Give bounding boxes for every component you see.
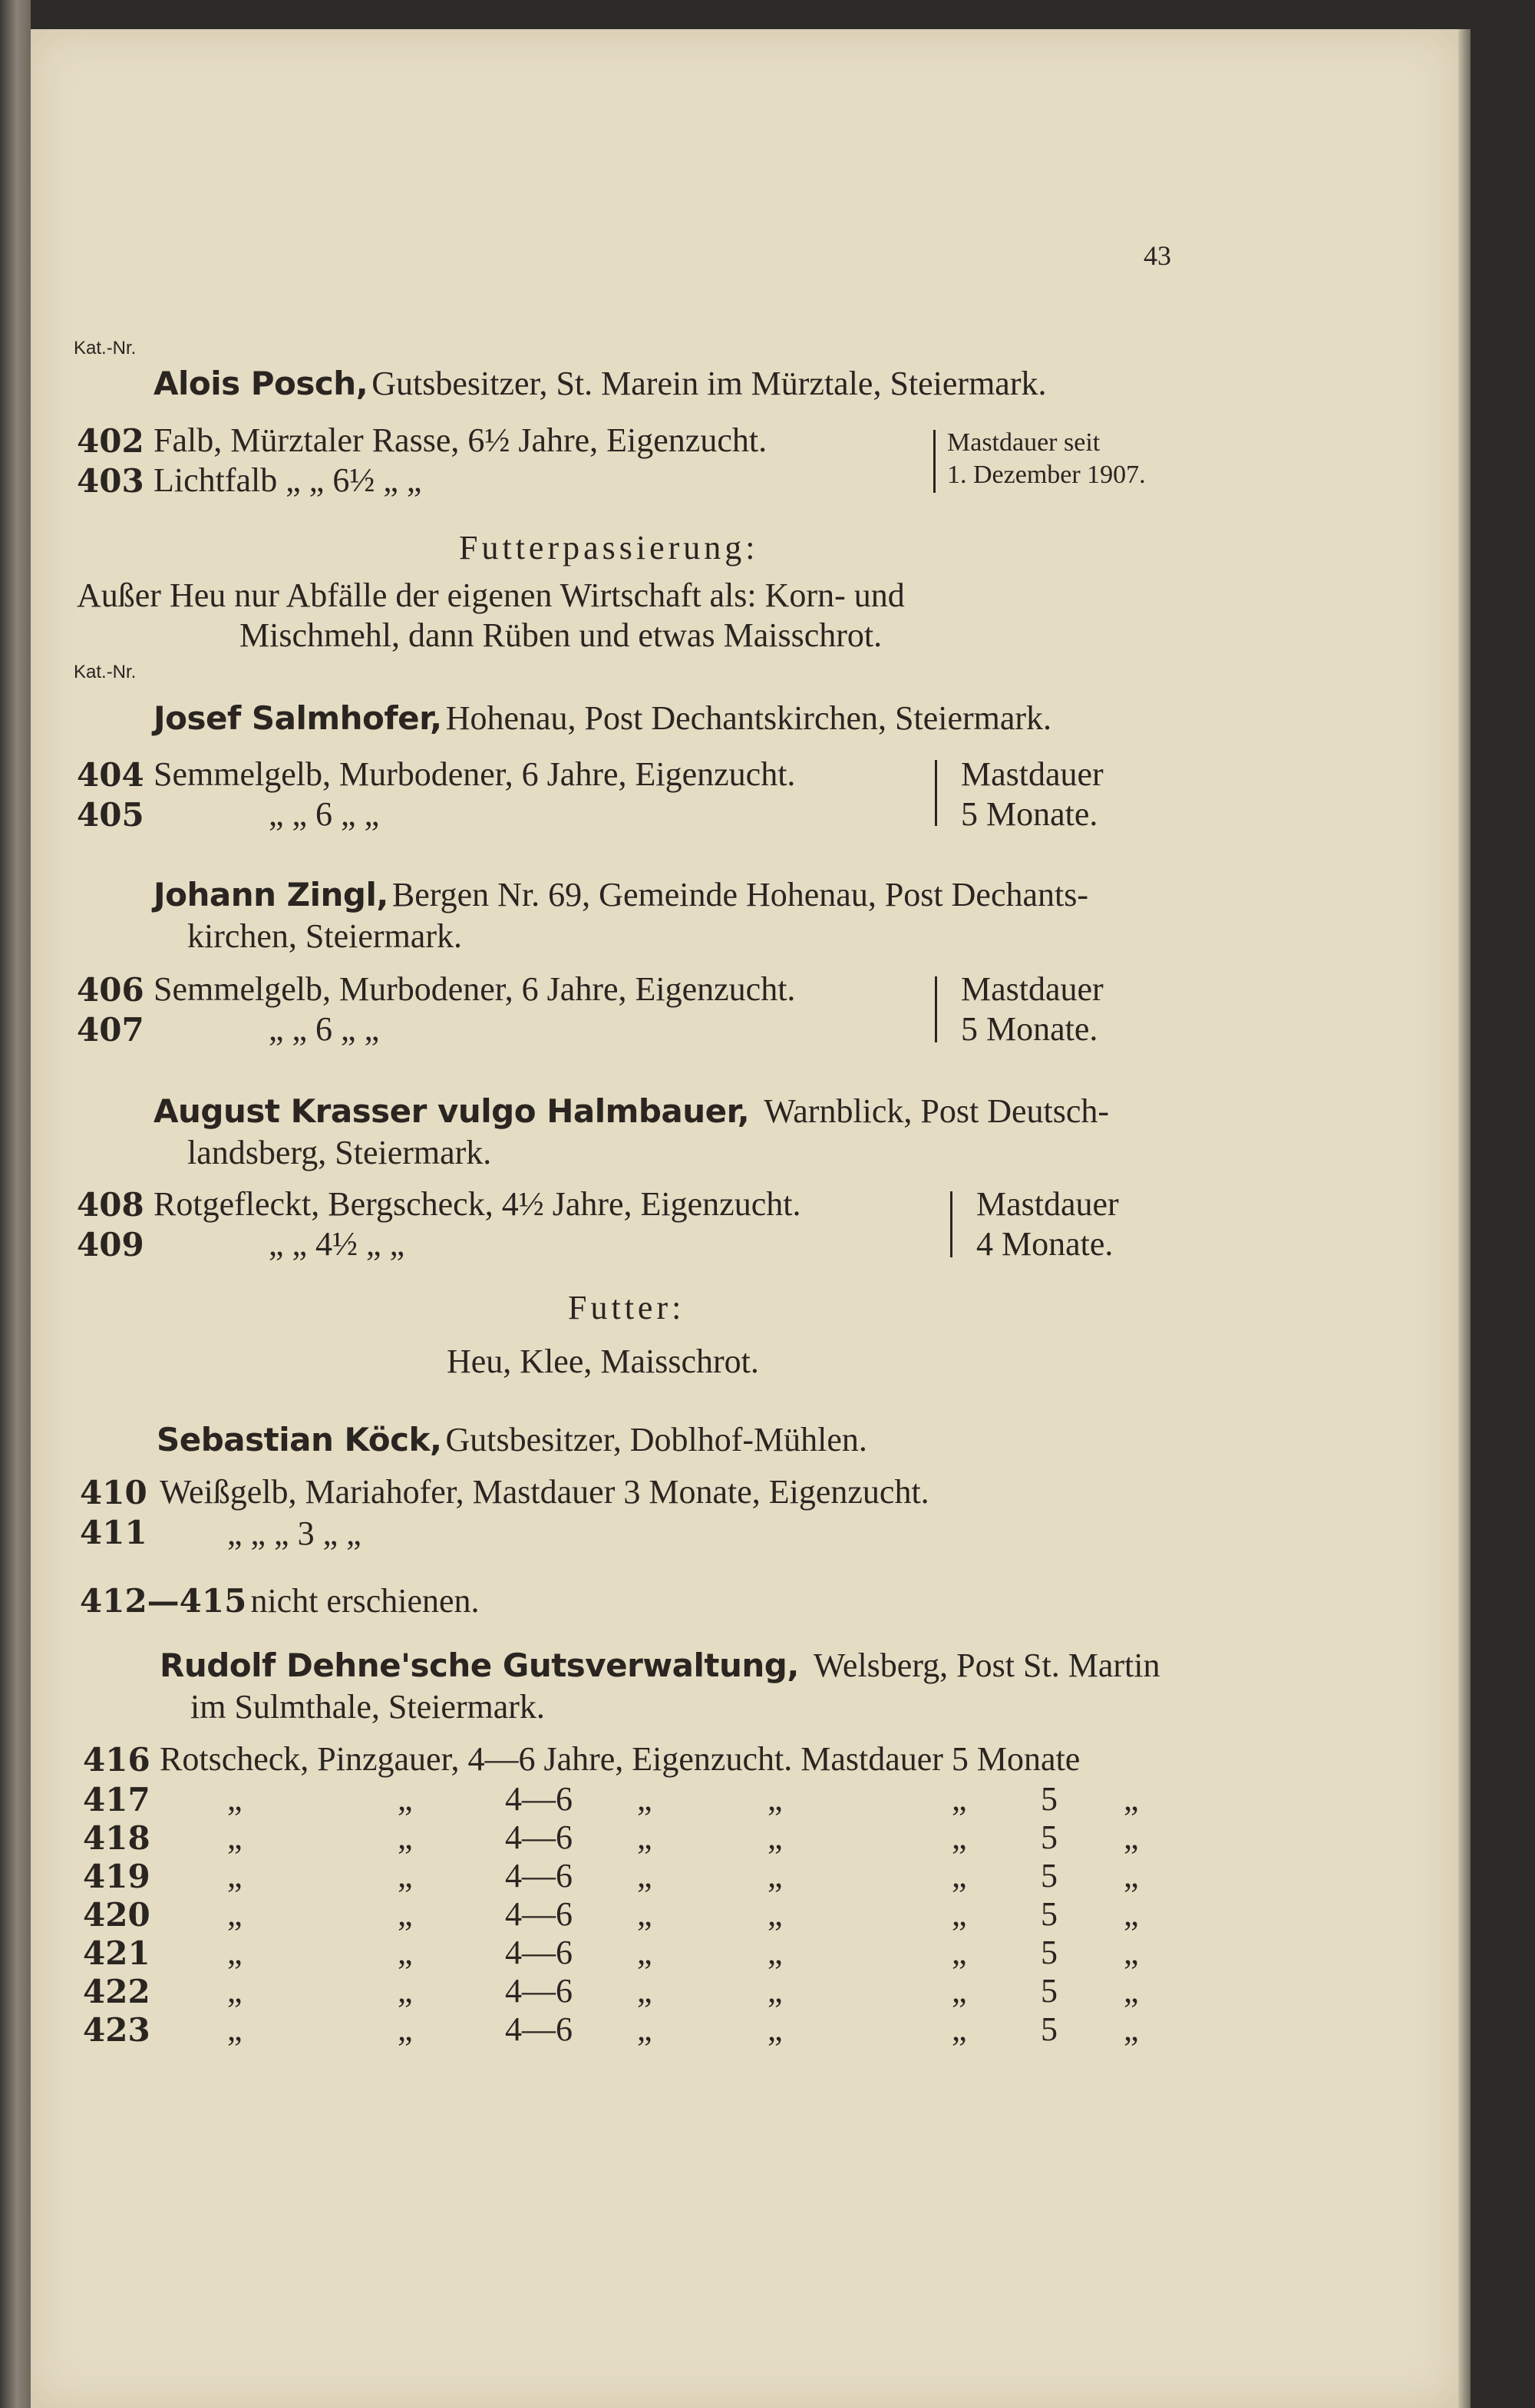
- entry-text: nicht erschienen.: [250, 1582, 480, 1620]
- ditto-mark: „: [952, 1780, 967, 1818]
- owner-line-zingl: [154, 875, 1088, 914]
- katnr-label: Kat.-Nr.: [74, 662, 137, 682]
- feed-text: Mischmehl, dann Rüben und etwas Maisschrot.: [239, 616, 883, 654]
- section-heading: Futterpassierung:: [459, 529, 759, 566]
- ditto-mark: „: [637, 1934, 652, 1971]
- ditto-mark: „: [952, 1818, 967, 1856]
- entry-number: 404: [77, 756, 144, 794]
- entry-number: 423: [83, 2011, 150, 2049]
- entry-number: 407: [77, 1011, 144, 1049]
- owner-name: August Krasser vulgo Halmbauer,: [154, 1092, 750, 1130]
- entry-number: 408: [77, 1186, 144, 1224]
- ditto-mark: „: [1124, 1934, 1139, 1971]
- fattening-note: Mastdauer: [976, 1185, 1119, 1223]
- entry-text: Semmelgelb, Murbodener, 6 Jahre, Eigenzucht.: [154, 755, 796, 793]
- entry-number: 421: [83, 1934, 150, 1972]
- entry-number: 417: [83, 1781, 150, 1818]
- age-cell: 4—6: [505, 2010, 573, 2048]
- entry-text: Weißgelb, Mariahofer, Mastdauer 3 Monate, Eigenzucht.: [160, 1473, 929, 1511]
- owner-name: Sebastian Köck,: [157, 1421, 442, 1458]
- ditto-mark: „: [227, 2010, 243, 2048]
- ditto-mark: „: [637, 1895, 652, 1933]
- absent-line: [80, 1581, 480, 1620]
- owner-line-posch: [154, 364, 1047, 403]
- ditto-mark: „: [227, 1780, 243, 1818]
- ditto-mark: „: [398, 1934, 413, 1971]
- fattening-note: 5 Monate.: [961, 1010, 1098, 1048]
- ditto-mark: „: [768, 1857, 783, 1894]
- entry-text: „ „ 6 „ „: [269, 795, 380, 833]
- entry-number: 412—415: [80, 1582, 247, 1620]
- ditto-mark: „: [952, 2010, 967, 2048]
- owner-name: Josef Salmhofer,: [154, 699, 442, 737]
- ditto-mark: „: [1124, 1857, 1139, 1894]
- ditto-mark: „: [952, 1972, 967, 2010]
- months-cell: 5: [1041, 1934, 1058, 1971]
- owner-name: Johann Zingl,: [154, 876, 388, 913]
- months-cell: 5: [1041, 1780, 1058, 1818]
- ditto-mark: „: [227, 1934, 243, 1971]
- fattening-note: Mastdauer: [961, 970, 1104, 1008]
- ditto-mark: „: [398, 1857, 413, 1894]
- ditto-mark: „: [398, 2010, 413, 2048]
- entry-number: 416: [83, 1741, 150, 1779]
- fattening-note: 4 Monate.: [976, 1225, 1114, 1263]
- entry-number: 410: [80, 1474, 147, 1511]
- entry-text: „ „ 4½ „ „: [269, 1225, 405, 1263]
- entry-text: Rotgefleckt, Bergscheck, 4½ Jahre, Eigenzucht.: [154, 1185, 801, 1223]
- age-cell: 4—6: [505, 1818, 573, 1856]
- entry-number: 420: [83, 1896, 150, 1934]
- entry-text: Falb, Mürztaler Rasse, 6½ Jahre, Eigenzucht.: [154, 421, 768, 459]
- ditto-mark: „: [952, 1895, 967, 1933]
- owner-desc-cont: landsberg, Steiermark.: [187, 1134, 492, 1171]
- ditto-mark: „: [952, 1934, 967, 1971]
- fattening-note: Mastdauer: [961, 755, 1104, 793]
- section-heading: Futter:: [568, 1289, 685, 1326]
- ditto-mark: „: [227, 1857, 243, 1894]
- ditto-mark: „: [952, 1857, 967, 1894]
- owner-line-krasser: [154, 1092, 1109, 1131]
- ditto-mark: „: [768, 1780, 783, 1818]
- ditto-mark: „: [1124, 1818, 1139, 1856]
- ditto-mark: „: [1124, 2010, 1139, 2048]
- owner-desc-cont: im Sulmthale, Steiermark.: [190, 1688, 545, 1726]
- ditto-mark: „: [227, 1972, 243, 2010]
- ditto-mark: „: [398, 1895, 413, 1933]
- owner-line-dehne: [160, 1646, 1160, 1685]
- page-edge: [1458, 29, 1471, 2408]
- fattening-note: 1. Dezember 1907.: [947, 461, 1146, 489]
- entry-text: Rotscheck, Pinzgauer, 4—6 Jahre, Eigenzucht. Mastdauer 5 Monate: [160, 1740, 1081, 1778]
- entry-number: 402: [77, 422, 144, 460]
- fattening-note: Mastdauer seit: [947, 428, 1101, 457]
- ditto-mark: „: [1124, 1780, 1139, 1818]
- ditto-mark: „: [398, 1818, 413, 1856]
- ditto-mark: „: [398, 1972, 413, 2010]
- feed-text: Heu, Klee, Maisschrot.: [447, 1343, 759, 1380]
- ditto-mark: „: [768, 1972, 783, 2010]
- months-cell: 5: [1041, 1818, 1058, 1856]
- brace: [935, 976, 942, 1042]
- feed-text: Außer Heu nur Abfälle der eigenen Wirtschaft als: Korn- und: [77, 576, 905, 614]
- entry-text: „ „ 6 „ „: [269, 1010, 380, 1048]
- ditto-mark: „: [398, 1780, 413, 1818]
- age-cell: 4—6: [505, 1972, 573, 2010]
- ditto-mark: „: [768, 1895, 783, 1933]
- entry-number: 403: [77, 462, 144, 500]
- owner-desc: Hohenau, Post Dechantskirchen, Steiermark.: [445, 699, 1052, 737]
- brace: [950, 1191, 957, 1257]
- katnr-label: Kat.-Nr.: [74, 338, 137, 358]
- owner-desc: Gutsbesitzer, Doblhof-Mühlen.: [445, 1421, 867, 1458]
- entry-number: 419: [83, 1858, 150, 1895]
- age-cell: 4—6: [505, 1857, 573, 1894]
- ditto-mark: „: [1124, 1972, 1139, 2010]
- ditto-mark: „: [637, 1818, 652, 1856]
- ditto-mark: „: [227, 1818, 243, 1856]
- ditto-mark: „: [637, 1857, 652, 1894]
- age-cell: 4—6: [505, 1780, 573, 1818]
- ditto-mark: „: [637, 1972, 652, 2010]
- months-cell: 5: [1041, 2010, 1058, 2048]
- ditto-mark: „: [768, 1818, 783, 1856]
- owner-line-salmhofer: [154, 699, 1051, 738]
- ditto-mark: „: [1124, 1895, 1139, 1933]
- fattening-note: 5 Monate.: [961, 795, 1098, 833]
- owner-desc: Gutsbesitzer, St. Marein im Mürztale, Steiermark.: [371, 365, 1047, 402]
- entry-number: 409: [77, 1226, 144, 1263]
- brace: [933, 430, 940, 493]
- entry-number: 411: [80, 1514, 147, 1551]
- book-spine-edge: [0, 0, 31, 2408]
- months-cell: 5: [1041, 1895, 1058, 1933]
- page-number: 43: [1144, 240, 1171, 271]
- ditto-mark: „: [637, 2010, 652, 2048]
- entry-text: „ „ „ 3 „ „: [227, 1514, 361, 1552]
- owner-line-koeck: [157, 1420, 867, 1459]
- months-cell: 5: [1041, 1857, 1058, 1894]
- ditto-mark: „: [768, 2010, 783, 2048]
- age-cell: 4—6: [505, 1895, 573, 1933]
- ditto-mark: „: [637, 1780, 652, 1818]
- owner-desc: Bergen Nr. 69, Gemeinde Hohenau, Post Dechants-: [391, 876, 1089, 913]
- owner-desc: Warnblick, Post Deutsch-: [764, 1092, 1110, 1130]
- entry-number: 405: [77, 796, 144, 834]
- entry-text: Lichtfalb „ „ 6½ „ „: [154, 461, 422, 499]
- age-cell: 4—6: [505, 1934, 573, 1971]
- entry-text: Semmelgelb, Murbodener, 6 Jahre, Eigenzucht.: [154, 970, 796, 1008]
- brace: [935, 760, 942, 826]
- entry-number: 418: [83, 1819, 150, 1857]
- owner-desc: Welsberg, Post St. Martin: [813, 1647, 1160, 1684]
- entry-number: 422: [83, 1973, 150, 2010]
- ditto-mark: „: [768, 1934, 783, 1971]
- owner-desc-cont: kirchen, Steiermark.: [187, 917, 462, 955]
- months-cell: 5: [1041, 1972, 1058, 2010]
- ditto-mark: „: [227, 1895, 243, 1933]
- entry-number: 406: [77, 971, 144, 1009]
- owner-name: Alois Posch,: [154, 365, 368, 402]
- owner-name: Rudolf Dehne'sche Gutsverwaltung,: [160, 1647, 799, 1684]
